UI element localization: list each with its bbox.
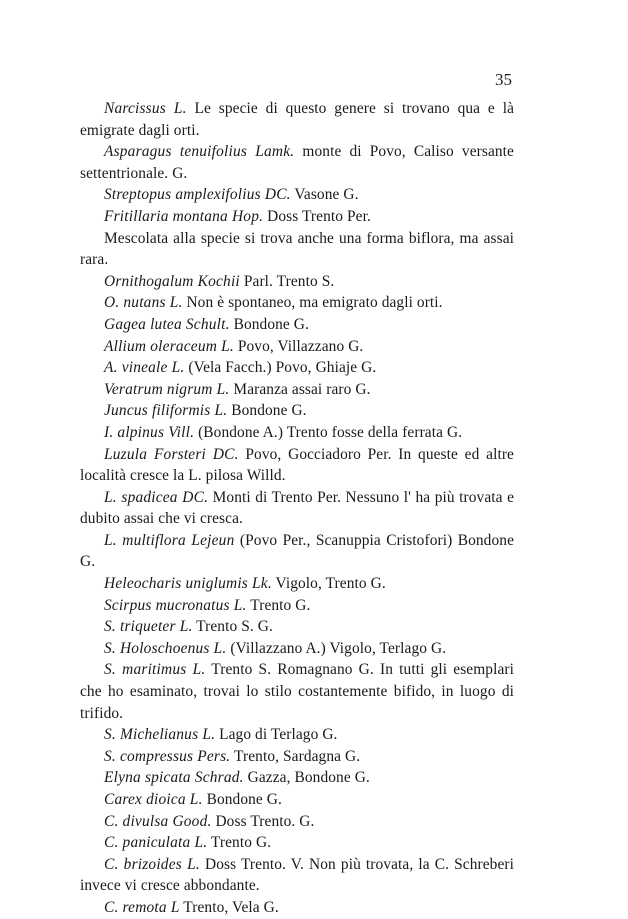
species-entry	[80, 98, 514, 141]
species-name: I. alpinus Vill.	[104, 423, 195, 441]
page-number: 35	[495, 70, 512, 89]
species-note: Gazza, Bondone G.	[243, 769, 370, 787]
species-name: Elyna spicata Schrad.	[104, 769, 244, 787]
species-note: (Vela Facch.) Povo, Ghiaje G.	[184, 359, 377, 377]
species-entry	[80, 487, 514, 530]
species-note: Lago di Terlago G.	[215, 726, 338, 744]
species-entry	[80, 659, 514, 724]
species-name: Gagea lutea Schult.	[104, 315, 230, 333]
species-note: Trento S. Romagnano G. In tutti gli esemplari che ho esaminato, trovai lo stilo costantemente bifido, in luogo di trifido.	[80, 661, 514, 722]
species-entry	[80, 595, 514, 617]
species-entry	[80, 854, 514, 897]
species-note: Trento S. G.	[192, 618, 273, 636]
species-entry	[80, 573, 514, 595]
species-name: Luzula Forsteri DC.	[104, 445, 239, 463]
species-entry	[80, 530, 514, 573]
species-name: Veratrum nigrum L.	[104, 380, 230, 398]
species-note: Trento G.	[246, 596, 311, 614]
species-name: Fritillaria montana Hop.	[104, 207, 264, 225]
species-name: Scirpus mucronatus L.	[104, 596, 247, 614]
species-name: C. brizoides L.	[104, 855, 200, 873]
species-entry	[80, 789, 514, 811]
species-name: Allium oleraceum L.	[104, 337, 234, 355]
species-entry	[80, 292, 514, 314]
species-note: Mescolata alla specie si trova anche una forma biflora, ma assai rara.	[80, 229, 514, 269]
species-name: S. Holoschoenus L.	[104, 639, 227, 657]
species-entry	[80, 811, 514, 833]
species-note: Maranza assai raro G.	[229, 380, 371, 398]
species-entry	[80, 271, 514, 293]
species-note: Doss Trento Per.	[263, 207, 371, 225]
species-entry	[80, 897, 514, 919]
species-name: Carex dioica L.	[104, 791, 203, 808]
species-entry	[80, 379, 514, 401]
species-entry	[80, 184, 514, 206]
species-note: Doss Trento. V. Non più trovata, la C. Schreberi invece vi cresce abbondante.	[80, 855, 515, 895]
species-name: S. compressus Pers.	[104, 747, 231, 765]
species-entry	[80, 638, 514, 660]
species-name: A. vineale L.	[104, 359, 185, 377]
species-note: Bondone G.	[227, 402, 307, 420]
species-entry	[80, 444, 514, 487]
species-name: S. Michelianus L.	[104, 726, 216, 744]
species-note: Doss Trento. G.	[211, 812, 315, 830]
species-name: C. paniculata L.	[104, 834, 208, 852]
species-entry	[80, 314, 514, 336]
species-entry	[80, 141, 514, 184]
species-note: Le specie di questo genere si trovano qua e là emigrate dagli orti.	[80, 100, 515, 139]
species-entry	[80, 336, 514, 358]
species-note: Bondone G.	[229, 315, 309, 333]
species-entry	[80, 724, 514, 746]
species-name: Narcissus L.	[104, 100, 187, 117]
species-note: Vasone G.	[290, 186, 359, 204]
species-name: Asparagus tenuifolius Lamk.	[104, 143, 295, 161]
species-note: Trento G.	[207, 834, 272, 852]
species-note: Povo, Gocciadoro Per. In queste ed altre località cresce la L. pilosa Willd.	[80, 445, 514, 485]
species-list	[80, 98, 514, 919]
species-note: Parl. Trento S.	[239, 272, 335, 290]
species-note: Vigolo, Trento G.	[271, 575, 386, 593]
species-entry	[80, 357, 514, 379]
species-name: Ornithogalum Kochii	[104, 272, 240, 290]
species-name: S. maritimus L.	[104, 661, 206, 679]
species-note: Non è spontaneo, ma emigrato dagli orti.	[182, 294, 443, 312]
species-name: C. remota L	[104, 898, 180, 916]
species-entry	[80, 746, 514, 768]
species-note: (Bondone A.) Trento fosse della ferrata G.	[194, 423, 463, 441]
species-note: Monti di Trento Per. Nessuno l' ha più trovata e dubito assai che vi cresca.	[80, 488, 514, 528]
species-entry	[80, 832, 514, 854]
species-note: Trento, Sardagna G.	[230, 747, 361, 765]
species-name: O. nutans L.	[104, 294, 183, 312]
species-entry	[80, 616, 514, 638]
species-name: C. divulsa Good.	[104, 812, 212, 830]
species-entry	[80, 228, 514, 271]
species-entry	[80, 206, 514, 228]
species-name: L. multiflora Lejeun	[104, 531, 235, 549]
species-name: Streptopus amplexifolius DC.	[104, 186, 291, 204]
species-entry	[80, 767, 514, 789]
species-name: S. triqueter L.	[104, 618, 193, 636]
species-note: Povo, Villazzano G.	[233, 337, 364, 355]
species-note: (Villazzano A.) Vigolo, Terlago G.	[226, 639, 447, 657]
species-note: Bondone G.	[202, 791, 282, 808]
species-note: monte di Povo, Caliso versante settentrionale. G.	[80, 143, 514, 182]
species-note: Trento, Vela G.	[179, 898, 279, 916]
species-name: Juncus filiformis L.	[104, 402, 228, 420]
species-note: (Povo Per., Scanuppia Cristofori) Bondone G.	[80, 531, 514, 571]
species-name: Heleocharis uniglumis Lk.	[104, 575, 272, 593]
species-entry	[80, 422, 514, 444]
species-entry	[80, 400, 514, 422]
species-name: L. spadicea DC.	[104, 488, 209, 506]
